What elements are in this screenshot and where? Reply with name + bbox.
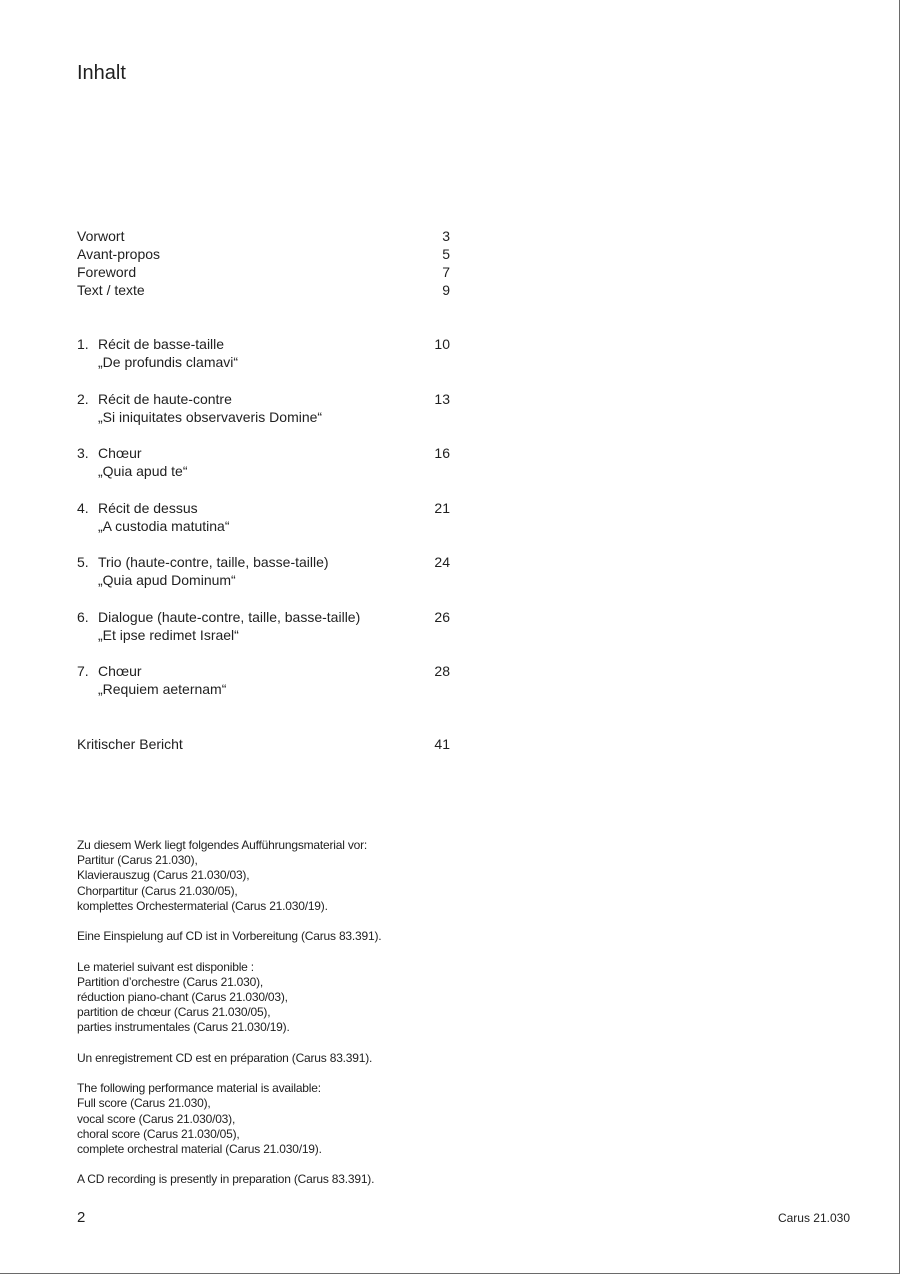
info-line: complete orchestral material (Carus 21.030/19).: [77, 1142, 322, 1156]
toc-movement-1: [77, 335, 450, 371]
info-line: A CD recording is presently in preparation (Carus 83.391).: [77, 1172, 375, 1187]
performance-material-info: [77, 838, 597, 1203]
movement-index: 3.: [77, 445, 89, 461]
info-line: Klavierauszug (Carus 21.030/03),: [77, 868, 250, 883]
toc-label: Avant-propos: [77, 246, 161, 262]
toc-page-number: 13: [434, 390, 450, 407]
toc-movement-3: [77, 444, 450, 480]
catalog-number: Carus 21.030: [777, 1211, 850, 1225]
movement-subtitle: „Quia apud Dominum“: [98, 572, 236, 588]
movement-title: Chœur: [98, 663, 142, 679]
movement-title: Trio (haute-contre, taille, basse-taille): [98, 554, 329, 570]
toc-row-text: [77, 281, 450, 299]
info-line: vocal score (Carus 21.030/03),: [77, 1111, 236, 1126]
info-line: komplettes Orchestermaterial (Carus 21.030/19).: [77, 898, 328, 913]
info-line: parties instrumentales (Carus 21.030/19).: [77, 1020, 290, 1035]
toc-label: Vorwort: [77, 228, 125, 244]
toc-movement-7: [77, 662, 450, 698]
info-line: Partitur (Carus 21.030),: [77, 853, 198, 868]
toc-movement-6: [77, 608, 450, 644]
info-line: Partition d’orchestre (Carus 21.030),: [77, 974, 264, 989]
toc-movement-5: [77, 553, 450, 589]
movement-index: 1.: [77, 336, 89, 352]
material-block-en: [77, 1081, 597, 1157]
movement-index: 6.: [77, 608, 89, 625]
toc-page-number: 7: [442, 264, 450, 280]
recording-note-fr: [77, 1051, 597, 1066]
info-line: The following performance material is available:: [77, 1081, 321, 1096]
movement-title: Récit de dessus: [98, 499, 198, 516]
recording-note-en: [77, 1172, 597, 1187]
movement-index: 2.: [77, 390, 89, 407]
toc-page-number: 24: [434, 554, 450, 570]
recording-note-de: [77, 929, 597, 944]
toc-row-kritischer-bericht: [77, 735, 450, 753]
info-line: choral score (Carus 21.030/05),: [77, 1126, 240, 1141]
movement-index: 4.: [77, 499, 89, 516]
toc-label: Foreword: [77, 264, 137, 280]
toc-page-number: 5: [442, 246, 450, 262]
info-line: partition de chœur (Carus 21.030/05),: [77, 1005, 271, 1020]
toc-movement-2: [77, 390, 450, 426]
toc-page-number: 41: [434, 735, 450, 752]
movement-subtitle: „Et ipse redimet Israel“: [98, 626, 239, 643]
toc-page-number: 21: [434, 499, 450, 516]
movement-subtitle: „A custodia matutina“: [98, 517, 230, 534]
material-block-fr: [77, 960, 597, 1036]
movement-title: Récit de haute-contre: [98, 390, 232, 407]
toc-row-avant-propos: [77, 245, 450, 263]
movement-subtitle: „Si iniquitates observaveris Domine“: [98, 408, 323, 425]
movement-title: Dialogue (haute-contre, taille, basse-taille): [98, 608, 361, 625]
page-number: 2: [77, 1209, 86, 1226]
info-line: Un enregistrement CD est en préparation (Carus 83.391).: [77, 1050, 373, 1065]
movement-subtitle: „De profundis clamavi“: [98, 354, 239, 370]
toc-page-number: 26: [434, 608, 450, 625]
movement-subtitle: „Quia apud te“: [98, 463, 188, 479]
material-block-de: [77, 838, 597, 914]
info-line: Le materiel suivant est disponible :: [77, 959, 254, 974]
info-line: Eine Einspielung auf CD ist in Vorbereitung (Carus 83.391).: [77, 929, 382, 944]
toc-row-foreword: [77, 263, 450, 281]
toc-page-number: 3: [442, 228, 450, 244]
table-of-contents: [77, 227, 450, 753]
info-line: Full score (Carus 21.030),: [77, 1096, 211, 1111]
movement-index: 5.: [77, 554, 89, 570]
info-line: Zu diesem Werk liegt folgendes Aufführungsmaterial vor:: [77, 838, 368, 852]
movement-title: Récit de basse-taille: [98, 336, 225, 352]
toc-page-number: 9: [442, 282, 450, 298]
info-line: Chorpartitur (Carus 21.030/05),: [77, 883, 238, 898]
toc-row-vorwort: [77, 227, 450, 245]
toc-page-number: 16: [434, 445, 450, 461]
movement-title: Chœur: [98, 445, 142, 461]
page-title: Inhalt: [77, 62, 126, 84]
toc-movement-4: [77, 499, 450, 535]
toc-label: Text / texte: [77, 282, 145, 298]
toc-label: Kritischer Bericht: [77, 735, 183, 752]
toc-page-number: 28: [434, 663, 450, 679]
movement-subtitle: „Requiem aeternam“: [98, 681, 227, 697]
movement-index: 7.: [77, 663, 89, 679]
info-line: réduction piano-chant (Carus 21.030/03),: [77, 990, 288, 1004]
toc-page-number: 10: [434, 336, 450, 352]
